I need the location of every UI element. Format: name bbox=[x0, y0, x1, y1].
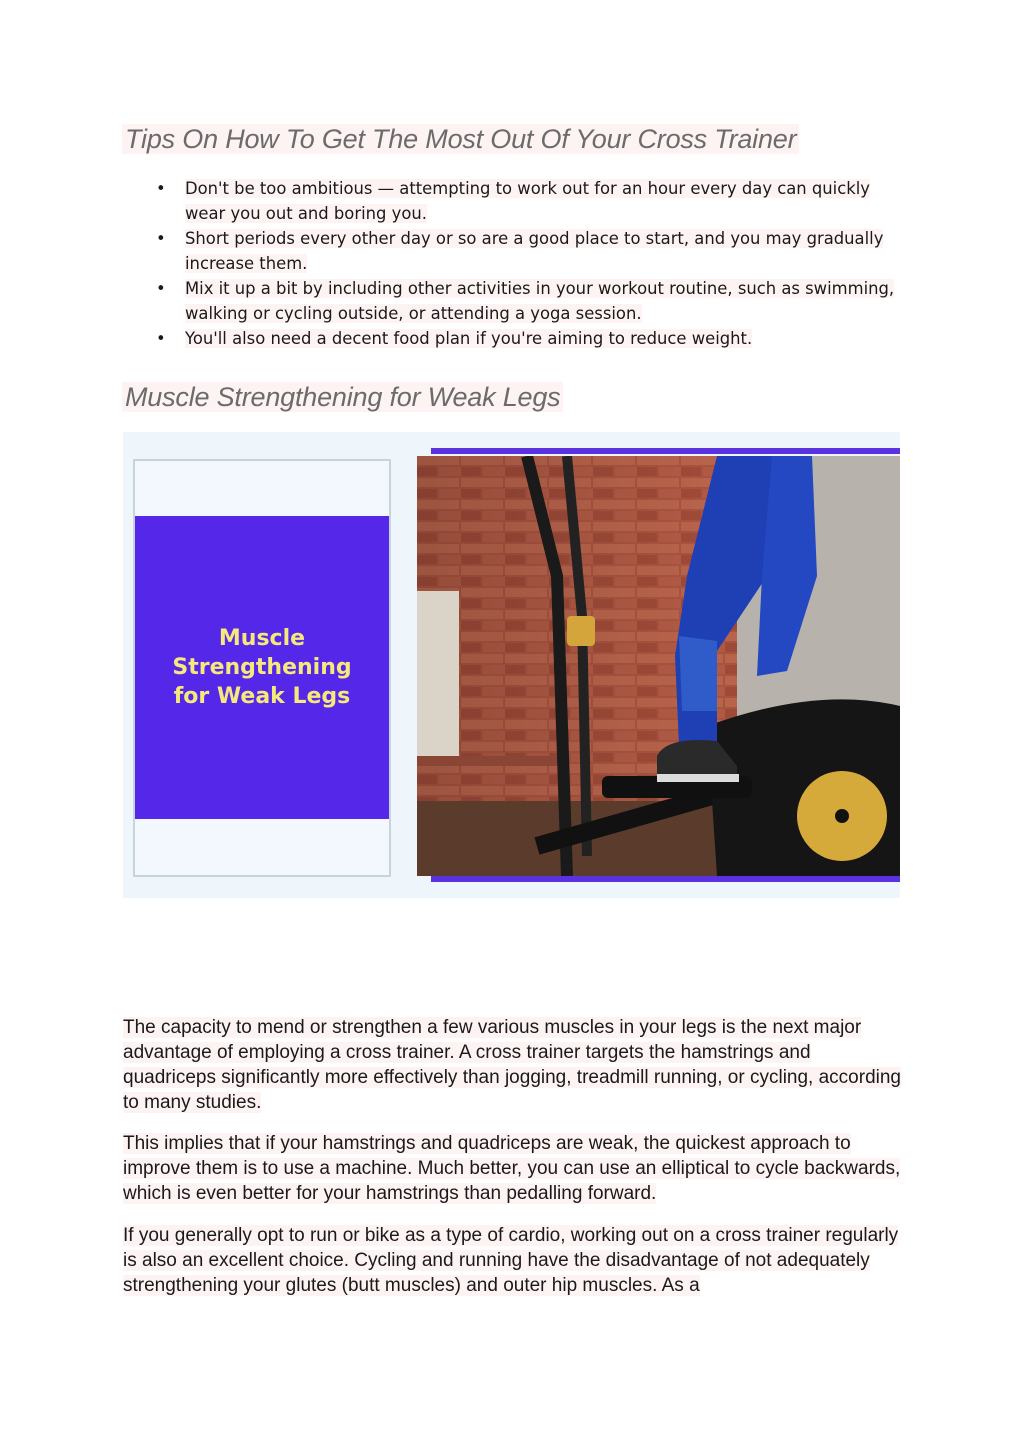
title-card-text: Muscle Strengthening for Weak Legs bbox=[172, 626, 352, 709]
paragraph: This implies that if your hamstrings and quadriceps are weak, the quickest approach to improve them is to use a machine. Much better, you can use an elliptical to cycle backwards, which is even better for your hamstrings than pedalling forward. bbox=[123, 1133, 901, 1204]
tips-heading: Tips On How To Get The Most Out Of Your Cross Trainer bbox=[122, 124, 799, 155]
title-card-band bbox=[135, 516, 389, 819]
cross-trainer-figure bbox=[123, 432, 900, 898]
list-item: • Don't be too ambitious — attempting to work out for an hour every day can quickly wear you out and boring you. bbox=[156, 176, 901, 226]
cross-trainer-photo bbox=[417, 456, 900, 876]
tips-list bbox=[156, 176, 901, 351]
list-item: • Short periods every other day or so are a good place to start, and you may gradually increase them. bbox=[156, 226, 901, 276]
title-card bbox=[133, 459, 391, 877]
list-item: • You'll also need a decent food plan if you're aiming to reduce weight. bbox=[156, 326, 901, 351]
paragraph: If you generally opt to run or bike as a type of cardio, working out on a cross trainer regularly is also an excellent choice. Cycling and running have the disadvantage of not adequately strengthening your glutes (butt muscles) and outer hip muscles. As a bbox=[123, 1225, 899, 1296]
photo-frame-bottom bbox=[431, 876, 900, 882]
list-item: • Mix it up a bit by including other activities in your workout routine, such as swimming, walking or cycling outside, or attending a yoga session. bbox=[156, 276, 901, 326]
photo-frame-top bbox=[431, 448, 900, 454]
paragraph: The capacity to mend or strengthen a few various muscles in your legs is the next major advantage of employing a cross trainer. A cross trainer targets the hamstrings and quadriceps significantly more effectively than jogging, treadmill running, or cycling, according to many studies. bbox=[123, 1017, 901, 1113]
muscle-heading: Muscle Strengthening for Weak Legs bbox=[122, 382, 563, 413]
